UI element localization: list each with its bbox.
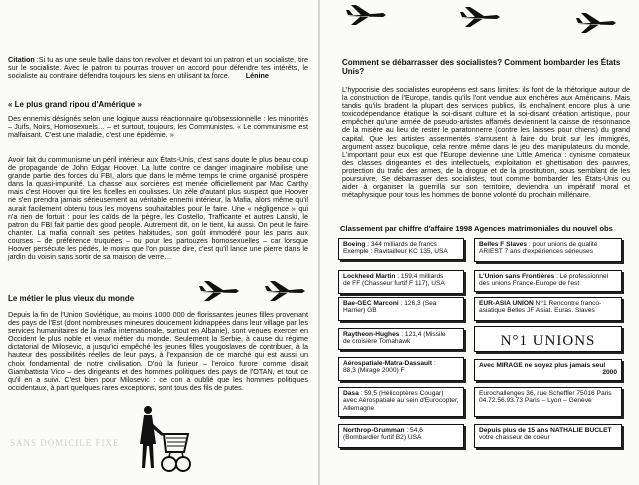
left-page	[0, 0, 318, 485]
ranking-value: : 159,4 milliards	[395, 273, 444, 280]
ranking-value: : 121,4 (Missile	[399, 331, 446, 338]
ranking-value: : 344 milliards de francs	[365, 241, 437, 248]
agency-name: L'Union sans Frontières	[479, 273, 555, 280]
ranking-detail: 88,3 (Mirage 2000) F	[343, 367, 405, 375]
agency-name: Avec MIRAGE ne soyez plus jamais seul	[479, 362, 606, 369]
right-page	[320, 0, 639, 485]
fighter-plane-icon	[264, 280, 306, 302]
ranking-value: : 54,6	[404, 427, 423, 434]
ranking-company: Northrop-Grumman	[343, 427, 405, 434]
ranking-box	[338, 387, 464, 417]
ranking-company: Bae-GEC Marconi	[343, 300, 399, 307]
agency-box	[474, 238, 622, 262]
citation-label: Citation	[8, 55, 35, 64]
ranking-detail: de FF (Chasseur furtif F 117), USA	[343, 280, 445, 288]
paragraph-metier: Depuis la fin de l'Union Soviétique, au moins 1000 000 de florissantes jeunes filles provenant des pays de l'Est (dont nombreuses mineures doucement kidnappées dans leur village par les services humanitaires de la mafia internationale, surtout en Albanie), sont venues exercer en Occident le plus noble et vieux métier du monde. Seulement la Serbie, à cause du régime dictatorial de Milosevic, a jusqu'ici empêché les jeunes filles yougoslaves de contribuer, à la hauteur des possibilités réelles de leur pays, à l'expansion de ce marché qui est aussi un choix fondamental de notre civilisation. D'où la furieur – l'eroico furore comme disait Giambattista Vico – des dirigeants et des hommes politiques des pays de l'OTAN, et tout ce qu'il en a suivi. C'est bien pour Milosevic : ce con a oublié que les hommes politiques occidentaux, à part quelques rares exceptions, sont tous des fils de putes.	[8, 310, 308, 392]
ranking-heading: Classement par chiffre d'affaire 1998	[340, 224, 473, 233]
paragraph-hoover: Avoir fait du communisme un péril intérieur aux États-Unis, c'est sans doute le plus beau coup de propagande de John Edgar Hoover. La lutte contre ce danger imaginaire mobilise une grande partie des forces du FBI, alors que dans le même temps le crime organisé prospère dans la quasi-impunité. La chasse aux sorcières est menée officiellement par Mac Carthy mais c'est Hoover qui tire les ficelles en coulisses. Un zèle d'autant plus suspect que Hoover ne s'en prendra jamais sérieusement au véritable ennemi intérieur, la Mafia, alors même qu'il aurait facilement obtenu tous les moyens souhaitables pour le faire. Une « négligence » qui n'a rien de fortuit : pour les caïds de la pègre, les Costello, Trafficante et autres Lanski, le patron du FBI fait partie des good people. Autrement dit, on le tient, lui aussi. On peut le faire chanter. La mafia connaît ses petites habitudes, son goût immodéré pour les paris aux courses – de préférence truquées – ou pour les partouzes homosexuelles – car lorsque Hoover persécute les pédés, le moins que l'on puisse dire, c'est qu'il lance une pierre dans le jardin du voisin sans sortir de sa maison de verre…	[8, 155, 308, 262]
fighter-plane-icon	[458, 6, 502, 28]
agency-box	[474, 359, 622, 381]
ranking-value: :	[432, 360, 436, 367]
paragraph-ennemis: Des ennemis désignés selon une logique aussi réactionnaire qu'obsessionnelle : les minorités – Juifs, Noirs, Homosexuels… – et surtout, toujours, les Communistes. « Le communisme est malfaisant. C'est une maladie, c'est une épidémie. »	[8, 114, 308, 140]
question-heading: Comment se débarrasser des socialistes? Comment bombarder les États Unis?	[342, 58, 621, 76]
agency-text: 2000	[602, 369, 617, 377]
ranking-detail: Harrier) GB	[343, 307, 377, 315]
fighter-plane-icon	[344, 4, 388, 26]
ranking-company: Dasa	[343, 390, 359, 397]
ranking-box	[338, 270, 464, 294]
agency-box	[474, 297, 622, 321]
ranking-detail: Exemple : Ravitailleur KC 135, USA	[343, 248, 448, 256]
agency-text: N°1 Rencontre franco-asiatique Belles JF Asiat. Euras. Slaves	[479, 300, 602, 315]
ranking-value: : 59,5 (Hélicoptères Cougar)	[358, 390, 444, 397]
ranking-company: Raytheon-Hughes	[343, 331, 400, 338]
fighter-plane-icon	[574, 12, 618, 34]
citation	[8, 56, 308, 80]
agency-text: : pour unions de qualité ARIEST 7 ans d'expériences sérieuses	[479, 241, 598, 256]
agency-text: : Le professionnel des unions France-Europe de l'est	[479, 273, 609, 288]
ranking-detail: avec Aérospatiale au sein d'Eurocopter, Allemagne	[343, 397, 459, 412]
ranking-box	[338, 297, 464, 321]
ranking-detail: de croisière Tomahawk	[343, 338, 411, 346]
ranking-detail: (Bombardier furtif B2) USA	[343, 434, 422, 442]
agency-box-large: N°1 UNIONS	[474, 326, 622, 352]
ranking-company: Boeing	[343, 241, 366, 248]
agency-name: Depuis plus de 15 ans NATHALIE BUCLET	[479, 427, 612, 434]
citation-author: Lénine	[245, 71, 269, 81]
agency-box	[474, 270, 622, 292]
heading-metier: Le métier le plus vieux du monde	[8, 294, 135, 303]
citation-text: :Si tu as une seule balle dans ton revolver et devant toi un patron et un socialiste, tire sur le socialiste. Avec le patron tu pourras trouver un accord pour défendre tes intérêts, le socialiste au contraire défendra toujours les siens en utilisant ta force.	[8, 55, 308, 81]
bleed-through-text: SANS DOMICILE FIXE	[10, 438, 120, 448]
ranking-value: : 126,3 (Sea	[398, 300, 437, 307]
agency-text: votre chasseur de coeur	[479, 434, 550, 442]
ranking-company: Lockheed Martin	[343, 273, 396, 280]
heading-ripou: « Le plus grand ripou d'Amérique »	[8, 100, 142, 109]
fighter-plane-icon	[198, 280, 240, 302]
ranking-box	[338, 238, 464, 260]
agencies-heading: Agences matrimoniales du nouvel obs	[474, 224, 613, 233]
ranking-box	[338, 328, 464, 350]
paragraph-socialistes: L'hypocrisie des socialistes européens est sans limites: ils font de la rhétorique autour de la construction de l'Europe, tandis qu'ils l'ont vendue aux enchères aux Américains. Mais tandis qu'ils bradent la plupart des services publics, ils enchaînent encore plus à une toxicodépendance étatique la soi-disant culture et la soi-disant création artistique, pour empêcher qu'une armée de pseudo-artistes affamés deviennent la caisse de résonnance de la misère au lieu de rester le paratonnerre (contre les laisses pour chiens) du grand capital. Que les artistes assermentés s'amusent à faire du bruit sur les immigrés, argument assez bucolique, cela rentre même dans le jeu des manipulateurs du monde. L'important pour eux est que l'Europe devienne une Little America : cynisme comateux des classes dirigeantes et des intellectuels, exploitation et ghettisation des pauvres, protection du trafic des armes, de la drogue et de la prostitution, sous semblant de les poursuivre. Se débarrasser des socialistes, tout comme bombarder les États-Unis ou aider à organiser la guerrilla sur son territoire, deviendra un impératif moral et métaphysique pour tous les hommes de bonne volonté du prochain millénaire.	[342, 85, 630, 200]
agency-text: Eurochallenges 36, rue Scheffler 75016 Paris 04.72.56.93.73 Paris – Lyon – Genève	[479, 390, 612, 405]
ranking-box	[338, 424, 464, 448]
agency-box	[474, 387, 622, 417]
ranking-box	[338, 357, 464, 381]
woman-with-pram-icon	[134, 404, 194, 474]
agency-name: Belles F Slaves	[479, 241, 528, 248]
ranking-company: Aérospatiale-Matra-Dassault	[343, 360, 433, 367]
agency-box	[474, 424, 622, 448]
agency-name: EUR-ASIA UNION	[479, 300, 534, 307]
